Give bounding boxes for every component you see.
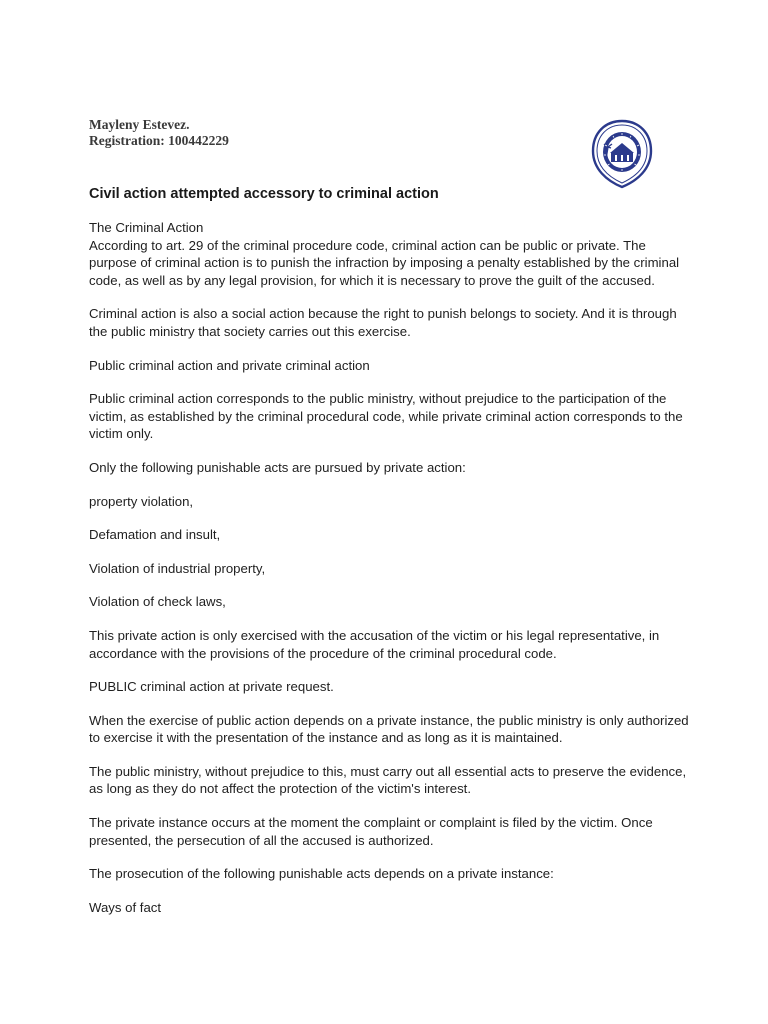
author-block bbox=[89, 117, 229, 149]
document-body bbox=[89, 219, 689, 932]
paragraph: The prosecution of the following punishable acts depends on a private instance: bbox=[89, 866, 554, 882]
author-name: Mayleny Estevez. bbox=[89, 117, 190, 132]
paragraph: When the exercise of public action depends on a private instance, the public ministry is only authorized to exercise it with the presentation of the instance and as long as it is maintained. bbox=[89, 712, 689, 746]
paragraph: The private instance occurs at the moment the complaint or complaint is filed by the victim. Once presented, the persecution of all the accused is authorized. bbox=[89, 815, 653, 848]
paragraph: PUBLIC criminal action at private request. bbox=[89, 679, 334, 695]
university-seal-logo bbox=[591, 119, 653, 189]
paragraph: Only the following punishable acts are pursued by private action: bbox=[89, 459, 466, 475]
paragraph: Public criminal action and private criminal action bbox=[89, 357, 370, 373]
section-heading: The Criminal Action bbox=[89, 220, 204, 235]
list-item: Ways of fact bbox=[89, 899, 162, 915]
paragraph: This private action is only exercised with the accusation of the victim or his legal representative, in accordance with the provisions of the procedure of the criminal procedural code. bbox=[89, 627, 660, 661]
document-title: Civil action attempted accessory to criminal action bbox=[89, 186, 439, 202]
list-item: Defamation and insult, bbox=[89, 527, 221, 543]
registration-number: Registration: 100442229 bbox=[89, 133, 229, 148]
list-item: property violation, bbox=[89, 493, 194, 509]
paragraph: Criminal action is also a social action because the right to punish belongs to society. And it is through the public ministry that society carries out this exercise. bbox=[89, 306, 677, 339]
paragraph: The public ministry, without prejudice to this, must carry out all essential acts to preserve the evidence, as long as they do not affect the protection of the victim's interest. bbox=[89, 763, 687, 797]
paragraph: Public criminal action corresponds to the public ministry, without prejudice to the participation of the victim, as established by the criminal procedural code, while private criminal action corresponds to the victim only. bbox=[89, 391, 683, 442]
list-item: Violation of industrial property, bbox=[89, 560, 266, 576]
paragraph: According to art. 29 of the criminal procedure code, criminal action can be public or private. The purpose of criminal action is to punish the infraction by imposing a penalty established by the criminal code, as well as by any legal provision, for which it is necessary to prove the guilt of the accused. bbox=[89, 237, 680, 288]
list-item: Violation of check laws, bbox=[89, 594, 226, 610]
